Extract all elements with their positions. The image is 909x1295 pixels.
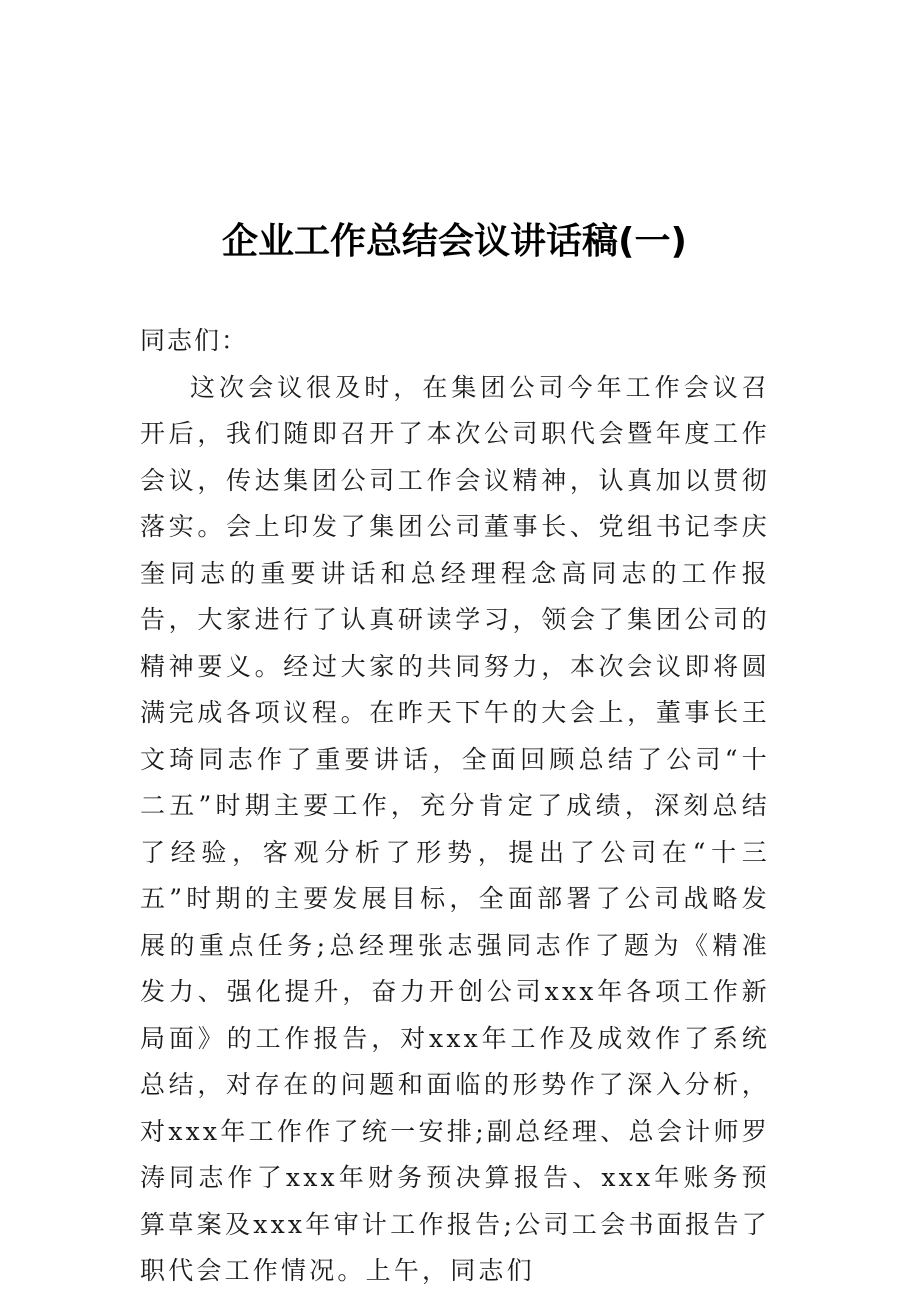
document-body bbox=[140, 318, 770, 1295]
body-paragraph: 这次会议很及时，在集团公司今年工作会议召开后，我们随即召开了本次公司职代会暨年度工作会议，传达集团公司工作会议精神，认真加以贯彻落实。会上印发了集团公司董事长、党组书记李庆奎同志的重要讲话和总经理程念高同志的工作报告，大家进行了认真研读学习，领会了集团公司的精神要义。经过大家的共同努力，本次会议即将圆满完成各项议程。在昨天下午的大会上，董事长王文琦同志作了重要讲话，全面回顾总结了公司“十二五”时期主要工作，充分肯定了成绩，深刻总结了经验，客观分析了形势，提出了公司在“十三五”时期的主要发展目标，全面部署了公司战略发展的重点任务;总经理张志强同志作了题为《精准发力、强化提升，奋力开创公司xxx年各项工作新局面》的工作报告，对xxx年工作及成效作了系统总结，对存在的问题和面临的形势作了深入分析，对xxx年工作作了统一安排;副总经理、总会计师罗涛同志作了xxx年财务预决算报告、xxx年账务预算草案及xxx年审计工作报告;公司工会书面报告了职代会工作情况。上午，同志们 bbox=[140, 372, 770, 1285]
greeting-line: 同志们： bbox=[140, 326, 249, 355]
document-title: 企业工作总结会议讲话稿(一) bbox=[222, 221, 687, 262]
